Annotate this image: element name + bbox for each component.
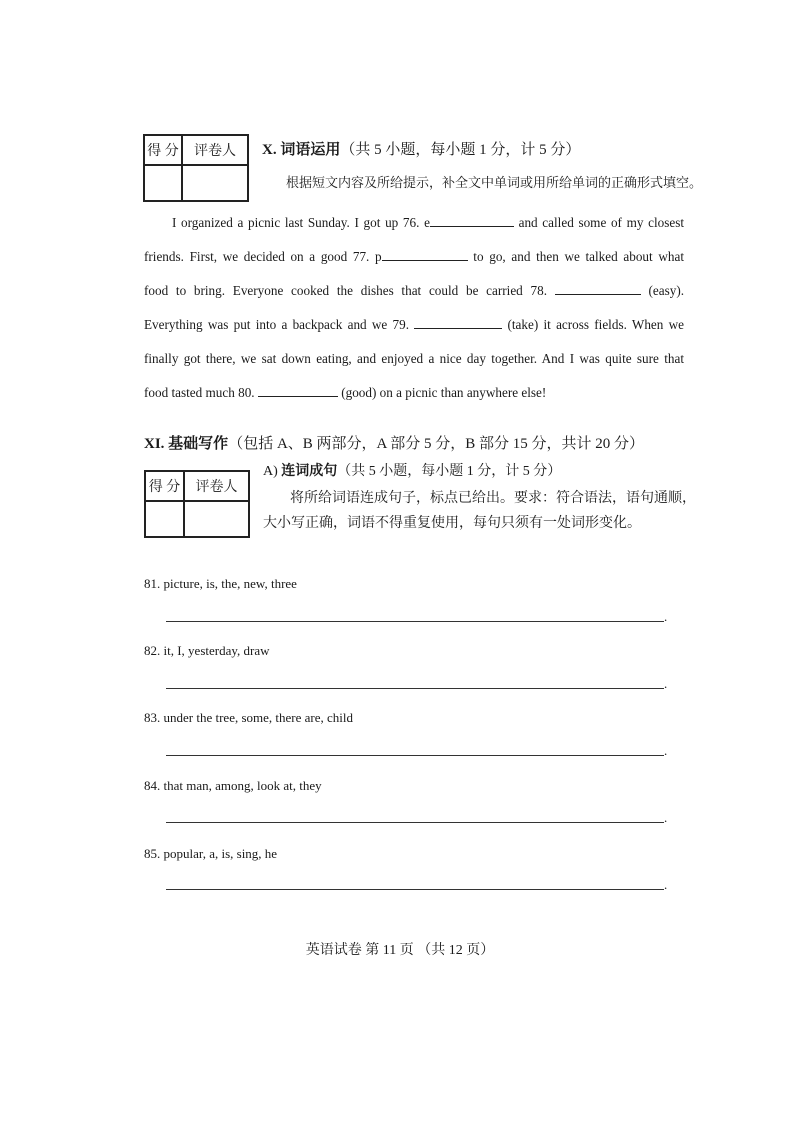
question-85: 85. popular, a, is, sing, he — [144, 846, 278, 861]
section-10-instruction: 根据短文内容及所给提示，补全文中单词或用所给单词的正确形式填空。 — [286, 175, 703, 190]
grader-cell[interactable] — [182, 165, 248, 201]
blank-79[interactable] — [414, 313, 502, 329]
score-label: 得 分 — [145, 471, 184, 501]
passage-line-2 — [144, 240, 684, 274]
answer-line-82[interactable] — [166, 688, 664, 689]
blank-77[interactable] — [382, 245, 468, 261]
passage-text: (easy). — [648, 283, 685, 298]
section-11-title: 基础写作 — [168, 436, 229, 452]
passage-text: and called some of my closest — [518, 215, 685, 230]
score-table-section-10 — [143, 134, 249, 202]
answer-line-83[interactable] — [166, 755, 664, 756]
answer-end-84: . — [664, 810, 668, 825]
answer-line-84[interactable] — [166, 822, 664, 823]
part-a-note: （共 5 小题，每小题 1 分，计 5 分） — [337, 464, 562, 479]
passage-text: to go, and then we talked about what — [473, 249, 684, 264]
passage-text: friends. First, we decided on a good 77. p — [144, 249, 382, 264]
passage-text: finally got there, we sat down eating, and enjoyed a nice day together. And I was quite sure that — [144, 351, 684, 366]
grader-label: 评卷人 — [184, 471, 249, 501]
answer-end-82: . — [664, 676, 668, 691]
section-10-note: （共 5 小题，每小题 1 分，计 5 分） — [340, 142, 581, 158]
part-a-instruction-1: 将所给词语连成句子，标点已给出。要求：符合语法，语句通顺， — [290, 491, 696, 506]
grader-cell[interactable] — [184, 501, 249, 537]
passage-line-5 — [144, 342, 684, 376]
part-a-label: A) — [263, 464, 278, 479]
cloze-passage — [144, 206, 684, 410]
passage-line-1 — [144, 206, 684, 240]
passage-text: food tasted much 80. — [144, 385, 255, 400]
answer-end-81: . — [664, 609, 668, 624]
blank-80[interactable] — [258, 381, 338, 397]
answer-end-85: . — [664, 877, 668, 892]
score-label: 得 分 — [144, 135, 182, 165]
question-81: 81. picture, is, the, new, three — [144, 576, 297, 591]
part-a-heading — [263, 460, 561, 480]
section-10-number: X. — [262, 142, 277, 158]
part-a-instruction-2: 大小写正确，词语不得重复使用，每句只须有一处词形变化。 — [263, 516, 641, 531]
passage-line-6 — [144, 376, 684, 410]
section-10-heading — [262, 138, 580, 159]
section-11-number: XI. — [144, 436, 165, 452]
section-11-heading — [144, 432, 644, 453]
passage-text: I organized a picnic last Sunday. I got up 76. e — [172, 215, 430, 230]
section-11-note: （包括 A、B 两部分，A 部分 5 分，B 部分 15 分，共计 20 分） — [228, 436, 645, 452]
blank-76[interactable] — [430, 211, 514, 227]
answer-line-85[interactable] — [166, 889, 664, 890]
passage-text: (take) it across fields. When we — [507, 317, 684, 332]
section-10-title: 词语运用 — [280, 142, 341, 158]
score-cell[interactable] — [144, 165, 182, 201]
score-cell[interactable] — [145, 501, 184, 537]
blank-78[interactable] — [555, 279, 641, 295]
question-83: 83. under the tree, some, there are, child — [144, 710, 353, 725]
page-footer: 英语试卷 第 11 页 （共 12 页） — [305, 943, 495, 958]
answer-end-83: . — [664, 743, 668, 758]
passage-text: (good) on a picnic than anywhere else! — [341, 385, 547, 400]
question-84: 84. that man, among, look at, they — [144, 778, 322, 793]
passage-text: Everything was put into a backpack and we 79. — [144, 317, 409, 332]
passage-line-3 — [144, 274, 684, 308]
grader-label: 评卷人 — [182, 135, 248, 165]
question-82: 82. it, I, yesterday, draw — [144, 643, 270, 658]
passage-text: food to bring. Everyone cooked the dishes that could be carried 78. — [144, 283, 548, 298]
part-a-title: 连词成句 — [281, 464, 338, 479]
passage-line-4 — [144, 308, 684, 342]
score-table-section-11 — [144, 470, 250, 538]
answer-line-81[interactable] — [166, 621, 664, 622]
